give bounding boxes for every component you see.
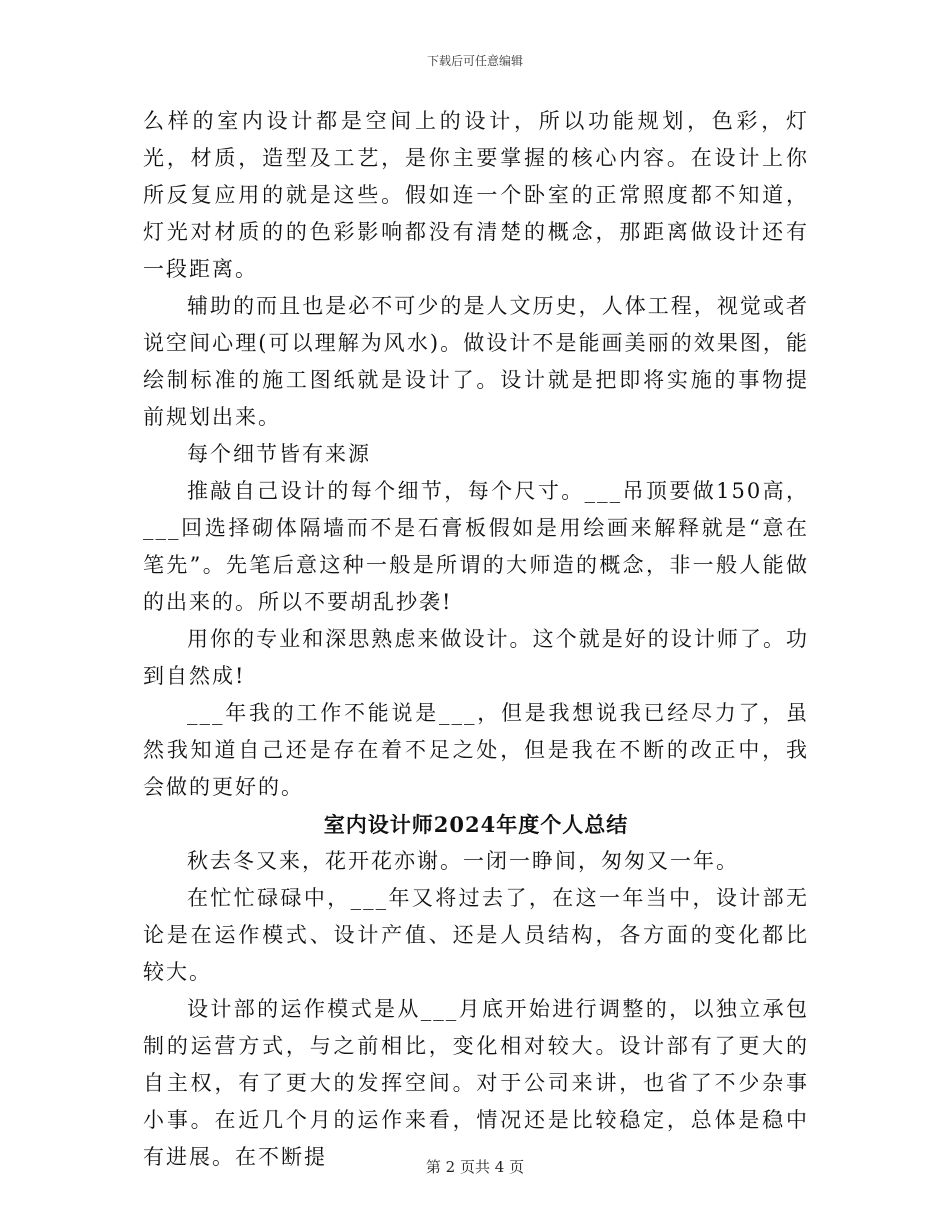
section-heading-details: 每个细节皆有来源 — [187, 442, 371, 466]
paragraph-year-work: ___年我的工作不能说是___，但是我想说我已经尽力了，虽然我知道自己还是存在着不足之处，但是我在不断的改正中，我会做的更好的。 — [143, 701, 809, 799]
paragraph-details: 推敲自己设计的每个细节，每个尺寸。___吊顶要做150高，___回选择砌体隔墙而不是石膏板假如是用绘画来解释就是“意在笔先”。先笔后意这种一般是所谓的大师造的概念，非一般人能做的出来的。所以不要胡乱抄袭! — [143, 479, 809, 614]
page-header: 下载后可任意编辑 — [426, 54, 523, 68]
paragraph-autumn: 秋去冬又来，花开花亦谢。一闭一睁间，匆匆又一年。 — [187, 849, 739, 873]
document-title: 室内设计师2024年度个人总结 — [323, 812, 629, 837]
document-body — [143, 103, 809, 1176]
paragraph-operation-mode: 设计部的运作模式是从___月底开始进行调整的，以独立承包制的运营方式，与之前相比，变化相对较大。设计部有了更大的自主权，有了更大的发挥空间。对于公司来讲，也省了不少杂事小事。在近几个月的运作来看，情况还是比较稳定，总体是稳中有进展。在不断提 — [143, 997, 809, 1169]
paragraph-busy-year: 在忙忙碌碌中，___年又将过去了，在这一年当中，设计部无论是在运作模式、设计产值、还是人员结构，各方面的变化都比较大。 — [143, 886, 809, 984]
paragraph-professional: 用你的专业和深思熟虑来做设计。这个就是好的设计师了。功到自然成! — [143, 627, 809, 688]
page-number-footer: 第 2 页共 4 页 — [425, 1158, 525, 1176]
paragraph-humanities: 辅助的而且也是必不可少的是人文历史，人体工程，视觉或者说空间心理(可以理解为风水)。做设计不是能画美丽的效果图，能绘制标准的施工图纸就是设计了。设计就是把即将实施的事物提前规划出来。 — [143, 294, 809, 429]
paragraph-continuation: 么样的室内设计都是空间上的设计，所以功能规划，色彩，灯光，材质，造型及工艺，是你主要掌握的核心内容。在设计上你所反复应用的就是这些。假如连一个卧室的正常照度都不知道，灯光对材质的的色彩影响都没有清楚的概念，那距离做设计还有一段距离。 — [143, 109, 809, 281]
